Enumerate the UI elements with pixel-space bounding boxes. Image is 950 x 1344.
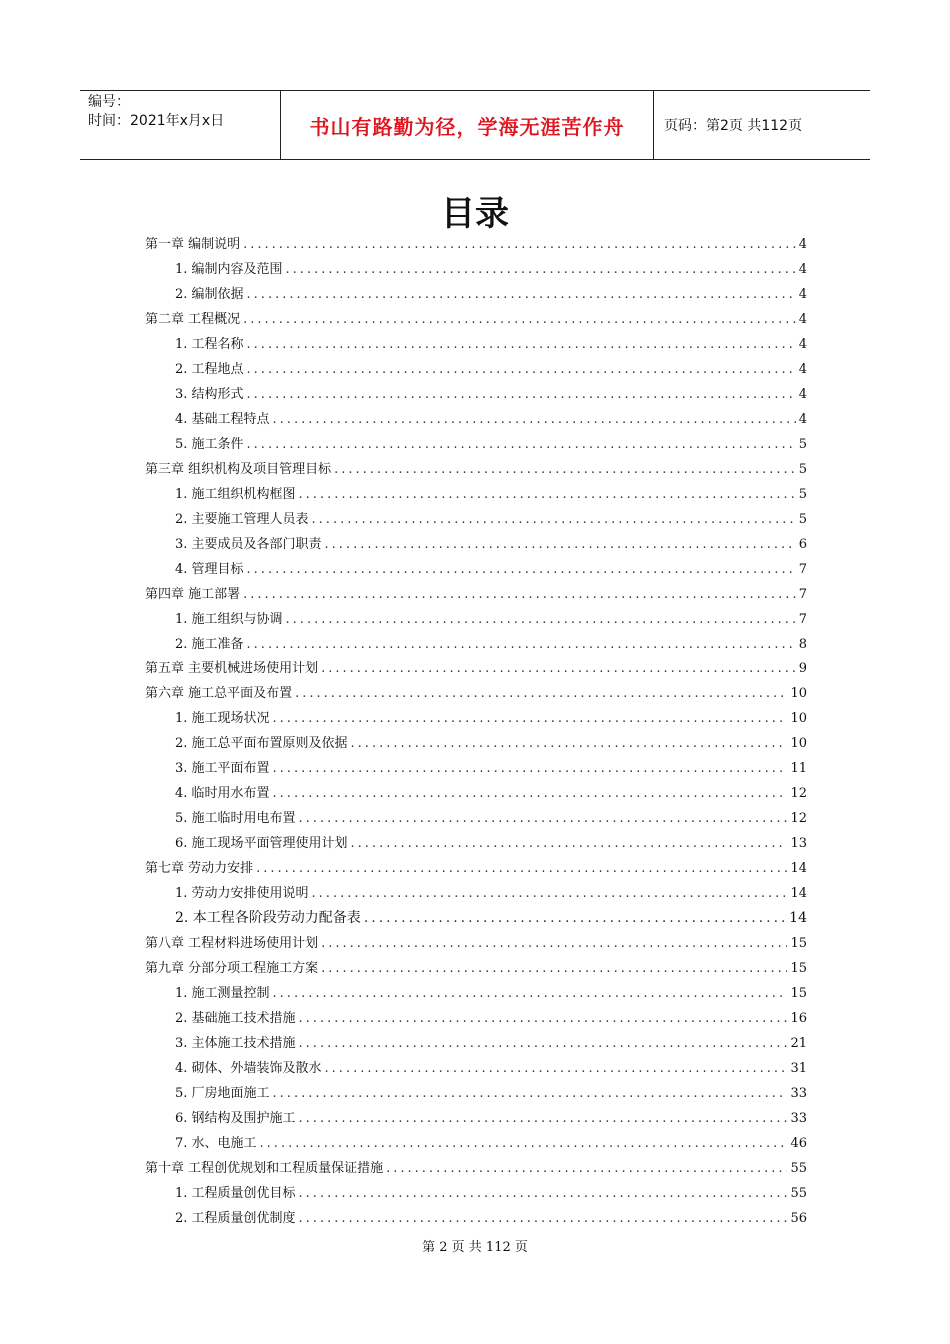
- toc-dot-leader: [243, 237, 796, 252]
- toc-section-entry[interactable]: [145, 882, 807, 907]
- toc-entry-label: 2. 工程地点: [175, 361, 244, 377]
- header-meta: [80, 91, 280, 159]
- toc-entry-page: 15: [790, 961, 807, 977]
- page-title: 目录: [441, 194, 509, 234]
- header-motto: 书山有路勤为径，学海无涯苦作舟: [280, 91, 654, 159]
- toc-dot-leader: [243, 587, 796, 602]
- toc-chapter-entry[interactable]: [145, 308, 807, 333]
- toc-entry-page: 14: [790, 886, 807, 902]
- toc-dot-leader: [247, 637, 796, 652]
- toc-entry-label: 1. 施工组织与协调: [175, 611, 283, 627]
- toc-entry-page: 5: [798, 486, 807, 502]
- toc-dot-leader: [299, 1011, 788, 1026]
- toc-section-entry[interactable]: [145, 707, 807, 732]
- toc-entry-label: 4. 管理目标: [175, 561, 244, 577]
- document-number-label: 编号：: [88, 94, 130, 110]
- toc-entry-label: 4. 临时用水布置: [175, 786, 270, 802]
- toc-entry-label: 第二章 工程概况: [145, 311, 241, 327]
- toc-entry-page: 10: [790, 711, 807, 727]
- toc-entry-page: 15: [790, 936, 807, 952]
- toc-section-entry[interactable]: [145, 807, 807, 832]
- toc-entry-page: 14: [789, 910, 807, 927]
- toc-dot-leader: [325, 537, 796, 552]
- toc-entry-page: 15: [790, 986, 807, 1002]
- toc-entry-label: 4. 砌体、外墙装饰及散水: [175, 1060, 322, 1076]
- toc-chapter-entry[interactable]: [145, 583, 807, 608]
- toc-dot-leader: [256, 861, 787, 876]
- toc-entry-label: 第九章 分部分项工程施工方案: [145, 961, 319, 977]
- document-time-label: 时间：2021年x月x日: [88, 113, 225, 129]
- toc-dot-leader: [351, 836, 788, 851]
- toc-entry-page: 6: [798, 536, 807, 552]
- toc-entry-page: 8: [798, 636, 807, 652]
- toc-entry-page: 7: [798, 561, 807, 577]
- toc-section-entry[interactable]: [145, 757, 807, 782]
- toc-section-entry[interactable]: [145, 1182, 807, 1207]
- toc-section-entry[interactable]: [145, 358, 807, 383]
- toc-dot-leader: [273, 986, 788, 1001]
- toc-entry-page: 7: [798, 611, 807, 627]
- toc-entry-page: 12: [790, 786, 807, 802]
- toc-section-entry[interactable]: [145, 333, 807, 358]
- toc-dot-leader: [286, 612, 796, 627]
- toc-entry-page: 56: [790, 1210, 807, 1226]
- toc-chapter-entry[interactable]: [145, 682, 807, 707]
- toc-entry-label: 第十章 工程创优规划和工程质量保证措施: [145, 1160, 384, 1176]
- toc-section-entry[interactable]: [145, 1107, 807, 1132]
- toc-section-entry[interactable]: [145, 483, 807, 508]
- toc-dot-leader: [325, 1061, 788, 1076]
- toc-section-entry[interactable]: [145, 1057, 807, 1082]
- header-page-info: 页码：第2页 共112页: [664, 118, 803, 134]
- toc-section-entry[interactable]: [145, 1032, 807, 1057]
- document-header: [80, 90, 870, 160]
- toc-section-entry[interactable]: [145, 433, 807, 458]
- toc-entry-label: 2. 施工总平面布置原则及依据: [175, 736, 348, 752]
- toc-entry-label: 3. 施工平面布置: [175, 761, 270, 777]
- toc-dot-leader: [243, 312, 796, 327]
- toc-section-entry[interactable]: [145, 1132, 807, 1157]
- toc-entry-label: 1. 施工组织机构框图: [175, 486, 296, 502]
- toc-entry-page: 21: [790, 1036, 807, 1051]
- toc-entry-label: 5. 施工条件: [175, 436, 244, 452]
- toc-section-entry[interactable]: [145, 1007, 807, 1032]
- toc-entry-label: 1. 劳动力安排使用说明: [175, 886, 309, 902]
- toc-entry-label: 第三章 组织机构及项目管理目标: [145, 461, 332, 477]
- toc-entry-label: 第一章 编制说明: [145, 237, 241, 252]
- toc-section-entry[interactable]: [145, 732, 807, 757]
- toc-dot-leader: [247, 387, 796, 402]
- toc-section-entry[interactable]: [145, 283, 807, 308]
- toc-entry-page: 55: [790, 1160, 807, 1176]
- toc-entry-page: 5: [798, 511, 807, 527]
- toc-entry-page: 10: [790, 686, 807, 702]
- toc-dot-leader: [273, 1086, 788, 1101]
- toc-chapter-entry[interactable]: [145, 458, 807, 483]
- toc-entry-label: 3. 结构形式: [175, 386, 244, 402]
- toc-entry-label: 3. 主体施工技术措施: [175, 1036, 296, 1051]
- toc-chapter-entry[interactable]: [145, 233, 807, 258]
- toc-entry-page: 10: [790, 736, 807, 752]
- toc-entry-page: 16: [790, 1011, 807, 1027]
- toc-chapter-entry[interactable]: [145, 1157, 807, 1182]
- toc-dot-leader: [299, 1111, 788, 1126]
- toc-entry-label: 2. 本工程各阶段劳动力配备表: [175, 910, 361, 927]
- toc-section-entry[interactable]: [145, 533, 807, 558]
- toc-section-entry[interactable]: [145, 982, 807, 1007]
- toc-dot-leader: [286, 262, 796, 277]
- toc-section-entry[interactable]: [145, 558, 807, 583]
- toc-section-entry[interactable]: [145, 258, 807, 283]
- toc-entry-page: 4: [798, 286, 807, 302]
- toc-dot-leader: [364, 910, 786, 926]
- toc-entry-page: 14: [790, 861, 807, 877]
- toc-dot-leader: [247, 337, 796, 352]
- toc-dot-leader: [299, 487, 796, 502]
- toc-entry-label: 第六章 施工总平面及布置: [145, 686, 293, 702]
- toc-section-entry[interactable]: [145, 508, 807, 533]
- toc-dot-leader: [321, 936, 787, 951]
- toc-entry-label: 2. 施工准备: [175, 636, 244, 652]
- toc-dot-leader: [321, 961, 787, 976]
- toc-entry-label: 6. 钢结构及围护施工: [175, 1110, 296, 1126]
- toc-entry-page: 4: [798, 237, 807, 252]
- toc-entry-page: 11: [790, 761, 807, 777]
- toc-section-entry[interactable]: [145, 633, 807, 658]
- toc-entry-label: 第八章 工程材料进场使用计划: [145, 936, 319, 952]
- toc-dot-leader: [299, 811, 788, 826]
- toc-entry-page: 4: [798, 411, 807, 427]
- toc-entry-page: 55: [790, 1185, 807, 1201]
- toc-dot-leader: [321, 661, 796, 676]
- toc-dot-leader: [247, 362, 796, 377]
- toc-entry-label: 7. 水、电施工: [175, 1135, 257, 1151]
- toc-entry-page: 4: [798, 386, 807, 402]
- toc-dot-leader: [273, 761, 788, 776]
- toc-dot-leader: [247, 287, 796, 302]
- toc-section-entry[interactable]: [145, 1207, 807, 1232]
- toc-dot-leader: [312, 512, 796, 527]
- toc-dot-leader: [273, 711, 788, 726]
- toc-entry-label: 1. 编制内容及范围: [175, 261, 283, 277]
- toc-entry-label: 1. 施工测量控制: [175, 986, 270, 1002]
- toc-entry-page: 12: [790, 811, 807, 827]
- toc-entry-page: 33: [790, 1085, 807, 1101]
- table-of-contents: [145, 233, 807, 1232]
- toc-dot-leader: [386, 1161, 787, 1176]
- toc-entry-page: 13: [790, 836, 807, 852]
- toc-section-entry[interactable]: [145, 907, 807, 932]
- toc-dot-leader: [351, 736, 788, 751]
- toc-entry-label: 2. 主要施工管理人员表: [175, 511, 309, 527]
- toc-section-entry[interactable]: [145, 408, 807, 433]
- toc-entry-page: 5: [798, 461, 807, 477]
- toc-entry-label: 1. 施工现场状况: [175, 711, 270, 727]
- toc-entry-label: 1. 工程名称: [175, 336, 244, 352]
- toc-entry-label: 3. 主要成员及各部门职责: [175, 536, 322, 552]
- toc-chapter-entry[interactable]: [145, 957, 807, 982]
- toc-entry-label: 4. 基础工程特点: [175, 411, 270, 427]
- toc-dot-leader: [247, 562, 796, 577]
- toc-chapter-entry[interactable]: [145, 657, 807, 682]
- toc-section-entry[interactable]: [145, 1082, 807, 1107]
- toc-dot-leader: [334, 462, 796, 477]
- toc-dot-leader: [312, 886, 788, 901]
- toc-chapter-entry[interactable]: [145, 932, 807, 957]
- toc-dot-leader: [260, 1136, 788, 1151]
- toc-entry-label: 第五章 主要机械进场使用计划: [145, 661, 319, 677]
- toc-chapter-entry[interactable]: [145, 857, 807, 882]
- toc-entry-label: 第四章 施工部署: [145, 586, 241, 602]
- toc-entry-page: 46: [790, 1135, 807, 1151]
- toc-entry-page: 33: [790, 1110, 807, 1126]
- toc-entry-page: 5: [798, 436, 807, 452]
- toc-dot-leader: [273, 412, 796, 427]
- toc-section-entry[interactable]: [145, 782, 807, 807]
- toc-dot-leader: [273, 786, 788, 801]
- toc-entry-label: 5. 施工临时用电布置: [175, 811, 296, 827]
- toc-entry-page: 9: [798, 661, 807, 677]
- toc-entry-page: 4: [798, 261, 807, 277]
- toc-entry-label: 2. 工程质量创优制度: [175, 1210, 296, 1226]
- page-footer: 第 2 页 共 112 页: [422, 1240, 528, 1255]
- toc-entry-page: 4: [798, 336, 807, 352]
- toc-entry-page: 4: [798, 361, 807, 377]
- toc-entry-label: 2. 基础施工技术措施: [175, 1011, 296, 1027]
- toc-section-entry[interactable]: [145, 383, 807, 408]
- toc-dot-leader: [299, 1036, 788, 1051]
- toc-section-entry[interactable]: [145, 832, 807, 857]
- toc-entry-page: 4: [798, 311, 807, 327]
- toc-dot-leader: [299, 1211, 788, 1226]
- toc-dot-leader: [295, 686, 787, 701]
- toc-entry-page: 7: [798, 586, 807, 602]
- toc-entry-label: 1. 工程质量创优目标: [175, 1185, 296, 1201]
- toc-entry-label: 6. 施工现场平面管理使用计划: [175, 836, 348, 852]
- toc-entry-page: 31: [790, 1060, 807, 1076]
- toc-section-entry[interactable]: [145, 608, 807, 633]
- toc-entry-label: 5. 厂房地面施工: [175, 1085, 270, 1101]
- toc-entry-label: 2. 编制依据: [175, 286, 244, 302]
- toc-entry-label: 第七章 劳动力安排: [145, 861, 254, 877]
- toc-dot-leader: [299, 1186, 788, 1201]
- toc-dot-leader: [247, 437, 796, 452]
